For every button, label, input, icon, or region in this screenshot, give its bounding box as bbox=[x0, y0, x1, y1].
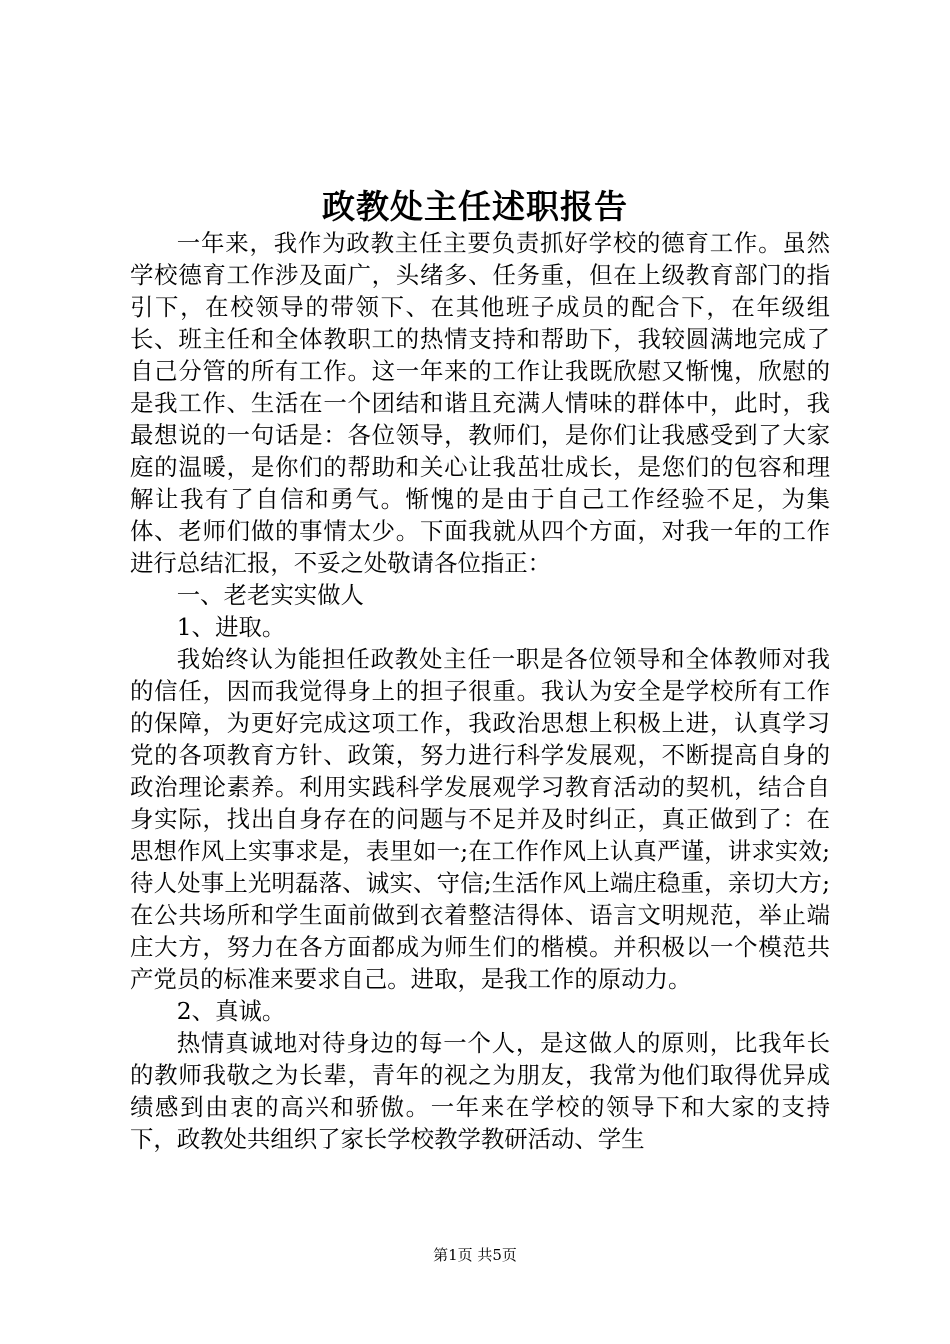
paragraph-intro: 一年来，我作为政教主任主要负责抓好学校的德育工作。虽然学校德育工作涉及面广，头绪多、任务重，但在上级教育部门的指引下，在校领导的带领下、在其他班子成员的配合下，在年级组长、班主任和全体教职工的热情支持和帮助下，我较圆满地完成了自己分管的所有工作。这一年来的工作让我既欣慰又惭愧，欣慰的是我工作、生活在一个团结和谐且充满人情味的群体中，此时，我最想说的一句话是：各位领导，教师们，是你们让我感受到了大家庭的温暖，是你们的帮助和关心让我茁壮成长，是您们的包容和理解让我有了自信和勇气。惭愧的是由于自己工作经验不足，为集体、老师们做的事情太少。下面我就从四个方面，对我一年的工作进行总结汇报，不妥之处敬请各位指正： bbox=[130, 229, 830, 577]
document-title: 政教处主任述职报告 bbox=[322, 187, 628, 226]
document-body bbox=[130, 227, 830, 1155]
page-number-footer: 第1页 共5页 bbox=[433, 1246, 517, 1264]
paragraph-sincerity: 热情真诚地对待身边的每一个人，是这做人的原则，比我年长的教师我敬之为长辈，青年的视之为朋友，我常为他们取得优异成绩感到由衷的高兴和骄傲。一年来在学校的领导下和大家的支持下，政教处共组织了家长学校教学教研活动、学生 bbox=[130, 1029, 830, 1153]
subsection-heading-1: 1、进取。 bbox=[176, 613, 286, 641]
paragraph-progress: 我始终认为能担任政教处主任一职是各位领导和全体教师对我的信任，因而我觉得身上的担子很重。我认为安全是学校所有工作的保障，为更好完成这项工作，我政治思想上积极上进，认真学习党的各项教育方针、政策，努力进行科学发展观，不断提高自身的政治理论素养。利用实践科学发展观学习教育活动的契机，结合自身实际，找出自身存在的问题与不足并及时纠正，真正做到了：在思想作风上实事求是，表里如一;在工作作风上认真严谨，讲求实效;待人处事上光明磊落、诚实、守信;生活作风上端庄稳重，亲切大方;在公共场所和学生面前做到衣着整洁得体、语言文明规范，举止端庄大方，努力在各方面都成为师生们的楷模。并积极以一个模范共产党员的标准来要求自己。进取，是我工作的原动力。 bbox=[130, 645, 830, 993]
section-heading-1: 一、老老实实做人 bbox=[176, 581, 364, 609]
subsection-heading-2: 2、真诚。 bbox=[176, 997, 286, 1025]
